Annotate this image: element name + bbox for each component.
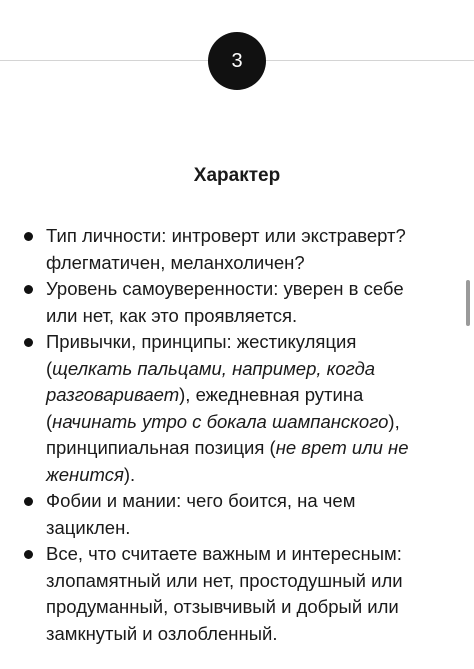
step-number: 3	[231, 49, 243, 72]
text-segment: ).	[123, 463, 136, 485]
list-item	[20, 488, 440, 541]
list-item	[20, 329, 440, 488]
list-item-text	[46, 331, 409, 485]
list-item	[20, 276, 440, 329]
section-title: Характер	[193, 165, 281, 186]
bullet-icon	[24, 338, 33, 347]
text-segment: ), ежедневная рутина (	[46, 384, 364, 432]
list-item-text: Уровень самоуверенности: уверен в себе или нет, как это проявляется.	[46, 278, 404, 326]
bullet-list	[20, 223, 440, 647]
italic-example: начинать утро с бокала шампанского	[52, 410, 389, 432]
list-item	[20, 541, 440, 647]
italic-example: не врет или не женится	[46, 437, 409, 485]
text-segment: ), принципиальная позиция (	[46, 410, 400, 458]
bullet-icon	[24, 497, 33, 506]
list-item-text: Фобии и мании: чего боится, на чем зациклен.	[46, 490, 356, 538]
bullet-icon	[24, 550, 33, 559]
bullet-icon	[24, 232, 33, 241]
italic-example: щелкать пальцами, например, когда разговаривает	[46, 357, 376, 405]
text-segment: Привычки, принципы: жестикуляция (	[46, 331, 357, 379]
scrollbar-thumb[interactable]	[466, 280, 470, 326]
list-item-text: Тип личности: интроверт или экстраверт? флегматичен, меланхоличен?	[46, 225, 406, 273]
step-number-badge	[208, 32, 266, 90]
list-item	[20, 223, 440, 276]
list-item-text: Все, что считаете важным и интересным: злопамятный или нет, простодушный или продуманный, отзывчивый и добрый или замкнутый и озлобленный.	[46, 543, 403, 644]
bullet-icon	[24, 285, 33, 294]
